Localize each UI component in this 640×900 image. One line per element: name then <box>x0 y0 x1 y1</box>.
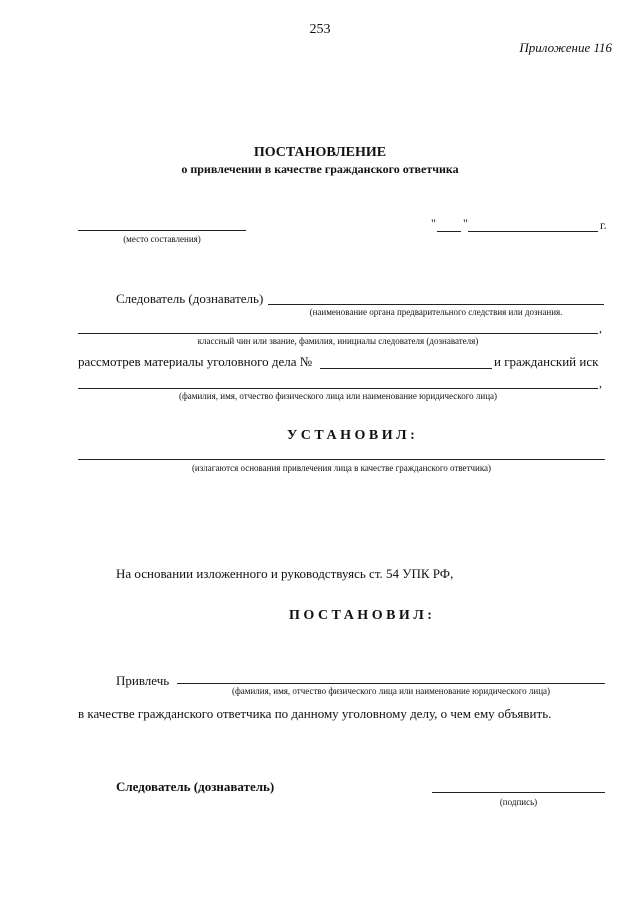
basis-text: На основании изложенного и руководствуясь ст. 54 УПК РФ, <box>116 566 454 581</box>
date-quote-open: " <box>431 216 436 230</box>
place-caption: (место составления) <box>123 234 201 244</box>
case-text-after: и гражданский иск <box>494 354 599 369</box>
investigator-rank-caption: классный чин или звание, фамилия, инициалы следователя (дознавателя) <box>197 336 479 346</box>
investigator-comma: , <box>599 321 602 335</box>
appendix-label: Приложение 116 <box>519 40 612 55</box>
civil-defendant-line[interactable] <box>78 388 598 389</box>
date-month-year-line[interactable] <box>468 231 598 232</box>
date-year-suffix: г. <box>600 218 607 232</box>
investigator-rank-line[interactable] <box>78 333 598 334</box>
investigator-organ-line[interactable] <box>268 304 604 305</box>
resolved-heading: ПОСТАНОВИЛ: <box>289 608 436 623</box>
involve-continuation: в качестве гражданского ответчика по данному уголовному делу, о чем ему объявить. <box>78 706 552 721</box>
case-text-before: рассмотрев материалы уголовного дела № <box>78 354 313 369</box>
signature-label: Следователь (дознаватель) <box>116 779 275 794</box>
established-heading: УСТАНОВИЛ: <box>287 428 419 443</box>
investigator-label: Следователь (дознаватель) <box>116 291 264 306</box>
established-caption: (излагаются основания привлечения лица в качестве гражданского ответчика) <box>191 463 492 473</box>
document-title: ПОСТАНОВЛЕНИЕ <box>253 145 387 160</box>
date-quote-close: " <box>463 216 468 230</box>
document-subtitle: о привлечении в качестве гражданского ответчика <box>181 162 459 176</box>
investigator-organ-caption: (наименование органа предварительного следствия или дознания. <box>309 307 563 317</box>
page-number: 253 <box>309 22 331 37</box>
case-number-line[interactable] <box>320 368 492 369</box>
place-field-line[interactable] <box>78 230 246 231</box>
date-day-line[interactable] <box>437 231 461 232</box>
involve-caption: (фамилия, имя, отчество физического лица или наименование юридического лица) <box>231 686 551 696</box>
signature-line[interactable] <box>432 792 605 793</box>
signature-caption: (подпись) <box>499 797 538 807</box>
civil-defendant-caption: (фамилия, имя, отчество физического лица или наименование юридического лица) <box>178 391 498 401</box>
case-comma: , <box>599 376 602 390</box>
established-grounds-line[interactable] <box>78 459 605 460</box>
involve-person-line[interactable] <box>177 683 605 684</box>
involve-label: Привлечь <box>116 673 170 688</box>
